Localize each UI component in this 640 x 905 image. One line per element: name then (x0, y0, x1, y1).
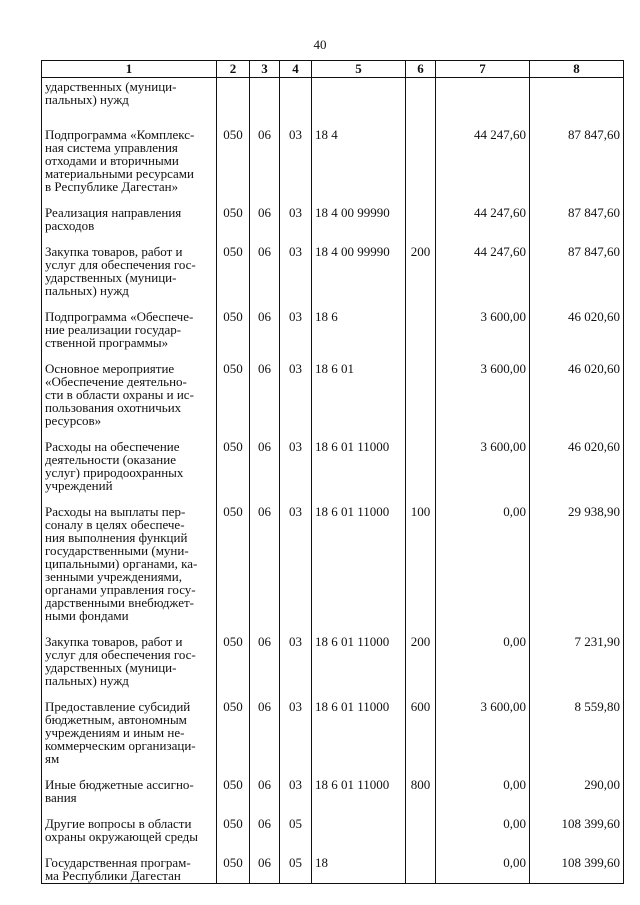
item-name-line: сти в области охраны и ис- (45, 387, 194, 402)
section-code-cell: 06 (250, 206, 280, 245)
item-name-line: дарственными внебюджет- (45, 595, 194, 610)
item-name-line: ственной программы» (45, 335, 169, 350)
subsection-code-cell: 03 (280, 206, 312, 245)
department-code-cell: 050 (217, 778, 250, 817)
table-row (42, 635, 624, 700)
item-name-line: охраны окружающей среды (45, 829, 199, 844)
item-name-cell (42, 817, 217, 856)
item-name-cell (42, 856, 217, 884)
item-name-line: пальных) нужд (45, 673, 129, 688)
expense-type-cell: 800 (406, 778, 436, 817)
item-name-line: отходами и вторичными (45, 153, 179, 168)
expense-type-cell: 200 (406, 245, 436, 310)
table-row (42, 856, 624, 884)
amount-2-cell: 108 399,60 (530, 817, 624, 856)
department-code-cell: 050 (217, 700, 250, 778)
expense-type-cell (406, 856, 436, 884)
column-header-amount-1: 7 (436, 61, 530, 78)
amount-1-cell: 3 600,00 (436, 362, 530, 440)
expense-type-cell: 100 (406, 505, 436, 635)
amount-1-cell: 3 600,00 (436, 700, 530, 778)
amount-2-cell (530, 78, 624, 129)
item-name-line: государственными (муни- (45, 543, 189, 558)
item-name-line: в Республике Дагестан» (45, 179, 179, 194)
table-body (42, 78, 624, 884)
amount-2-cell: 87 847,60 (530, 128, 624, 206)
item-name-line: ударственных (муници- (45, 270, 177, 285)
target-article-cell (312, 78, 406, 129)
target-article-cell: 18 (312, 856, 406, 884)
item-name-line: Иные бюджетные ассигно- (45, 777, 194, 792)
target-article-cell: 18 6 01 11000 (312, 635, 406, 700)
budget-table (41, 60, 624, 884)
column-header-expense-type: 6 (406, 61, 436, 78)
target-article-cell: 18 4 00 99990 (312, 245, 406, 310)
amount-1-cell: 0,00 (436, 856, 530, 884)
expense-type-cell (406, 362, 436, 440)
expense-type-cell: 200 (406, 635, 436, 700)
section-code-cell: 06 (250, 700, 280, 778)
section-code-cell: 06 (250, 245, 280, 310)
target-article-cell: 18 6 01 11000 (312, 778, 406, 817)
column-header-target-article: 5 (312, 61, 406, 78)
subsection-code-cell: 03 (280, 505, 312, 635)
department-code-cell: 050 (217, 128, 250, 206)
amount-1-cell: 44 247,60 (436, 128, 530, 206)
department-code-cell (217, 78, 250, 129)
column-header-subsection: 4 (280, 61, 312, 78)
item-name-cell (42, 505, 217, 635)
item-name-line: Подпрограмма «Обеспече- (45, 309, 194, 324)
expense-type-cell (406, 78, 436, 129)
item-name-line: ная система управления (45, 140, 178, 155)
department-code-cell: 050 (217, 440, 250, 505)
department-code-cell: 050 (217, 206, 250, 245)
amount-1-cell: 0,00 (436, 778, 530, 817)
item-name-line: услуг для обеспечения гос- (45, 647, 196, 662)
table-row (42, 778, 624, 817)
item-name-line: ния выполнения функций (45, 530, 188, 545)
item-name-line: ресурсов» (45, 413, 102, 428)
subsection-code-cell: 03 (280, 778, 312, 817)
subsection-code-cell: 03 (280, 362, 312, 440)
section-code-cell (250, 78, 280, 129)
item-name-cell (42, 78, 217, 129)
item-name-line: Другие вопросы в области (45, 816, 192, 831)
department-code-cell: 050 (217, 245, 250, 310)
target-article-cell (312, 817, 406, 856)
column-header-department: 2 (217, 61, 250, 78)
item-name-cell (42, 700, 217, 778)
item-name-cell (42, 206, 217, 245)
target-article-cell: 18 6 01 11000 (312, 700, 406, 778)
amount-1-cell: 3 600,00 (436, 440, 530, 505)
amount-2-cell: 87 847,60 (530, 206, 624, 245)
item-name-line: пользования охотничьих (45, 400, 182, 415)
section-code-cell: 06 (250, 778, 280, 817)
amount-2-cell: 87 847,60 (530, 245, 624, 310)
amount-2-cell: 108 399,60 (530, 856, 624, 884)
item-name-cell (42, 440, 217, 505)
amount-2-cell: 290,00 (530, 778, 624, 817)
item-name-line: пальных) нужд (45, 92, 129, 107)
department-code-cell: 050 (217, 817, 250, 856)
table-row (42, 817, 624, 856)
item-name-line: ударственных (муници- (45, 660, 177, 675)
item-name-line: Закупка товаров, работ и (45, 634, 183, 649)
item-name-line: Подпрограмма «Комплекс- (45, 127, 195, 142)
section-code-cell: 06 (250, 128, 280, 206)
department-code-cell: 050 (217, 856, 250, 884)
subsection-code-cell: 03 (280, 700, 312, 778)
column-header-name: 1 (42, 61, 217, 78)
item-name-line: услуг для обеспечения гос- (45, 257, 196, 272)
subsection-code-cell (280, 78, 312, 129)
item-name-cell (42, 245, 217, 310)
section-code-cell: 06 (250, 505, 280, 635)
section-code-cell: 06 (250, 856, 280, 884)
amount-1-cell: 44 247,60 (436, 245, 530, 310)
department-code-cell: 050 (217, 635, 250, 700)
item-name-line: расходов (45, 218, 95, 233)
page-number: 40 (313, 37, 327, 52)
amount-1-cell: 0,00 (436, 817, 530, 856)
item-name-line: ударственных (муници- (45, 79, 177, 94)
table-row (42, 440, 624, 505)
item-name-line: Расходы на выплаты пер- (45, 504, 186, 519)
amount-1-cell: 44 247,60 (436, 206, 530, 245)
item-name-line: ными фондами (45, 608, 129, 623)
item-name-line: органами управления госу- (45, 582, 196, 597)
expense-type-cell (406, 817, 436, 856)
item-name-line: вания (45, 790, 77, 805)
table-row (42, 310, 624, 362)
item-name-line: бюджетным, автономным (45, 712, 187, 727)
item-name-cell (42, 778, 217, 817)
amount-2-cell: 7 231,90 (530, 635, 624, 700)
column-header-section: 3 (250, 61, 280, 78)
item-name-line: зенными учреждениями, (45, 569, 182, 584)
target-article-cell: 18 4 00 99990 (312, 206, 406, 245)
item-name-line: пальных) нужд (45, 283, 129, 298)
section-code-cell: 06 (250, 362, 280, 440)
subsection-code-cell: 03 (280, 440, 312, 505)
item-name-line: услуг) природоохранных (45, 465, 184, 480)
department-code-cell: 050 (217, 505, 250, 635)
target-article-cell: 18 6 (312, 310, 406, 362)
table-row (42, 505, 624, 635)
item-name-line: ние реализации государ- (45, 322, 182, 337)
target-article-cell: 18 4 (312, 128, 406, 206)
table-row (42, 245, 624, 310)
item-name-line: ям (45, 751, 60, 766)
department-code-cell: 050 (217, 362, 250, 440)
item-name-line: ма Республики Дагестан (45, 868, 181, 883)
expense-type-cell (406, 440, 436, 505)
expense-type-cell: 600 (406, 700, 436, 778)
department-code-cell: 050 (217, 310, 250, 362)
amount-1-cell: 0,00 (436, 505, 530, 635)
item-name-cell (42, 362, 217, 440)
table-row (42, 78, 624, 129)
item-name-line: деятельности (оказание (45, 452, 176, 467)
section-code-cell: 06 (250, 310, 280, 362)
subsection-code-cell: 03 (280, 245, 312, 310)
item-name-line: материальными ресурсами (45, 166, 194, 181)
table-header-row (42, 61, 624, 78)
item-name-line: ципальными) органами, ка- (45, 556, 198, 571)
subsection-code-cell: 03 (280, 310, 312, 362)
amount-2-cell: 46 020,60 (530, 440, 624, 505)
table-row (42, 700, 624, 778)
amount-2-cell: 29 938,90 (530, 505, 624, 635)
amount-1-cell: 0,00 (436, 635, 530, 700)
amount-1-cell (436, 78, 530, 129)
item-name-cell (42, 128, 217, 206)
table-row (42, 128, 624, 206)
item-name-cell (42, 310, 217, 362)
table-row (42, 362, 624, 440)
subsection-code-cell: 05 (280, 856, 312, 884)
expense-type-cell (406, 310, 436, 362)
item-name-line: Основное мероприятие (45, 361, 175, 376)
item-name-line: соналу в целях обеспече- (45, 517, 185, 532)
item-name-line: учреждениям и иным не- (45, 725, 185, 740)
target-article-cell: 18 6 01 11000 (312, 505, 406, 635)
expense-type-cell (406, 128, 436, 206)
item-name-line: Государственная програм- (45, 855, 191, 870)
amount-2-cell: 8 559,80 (530, 700, 624, 778)
section-code-cell: 06 (250, 440, 280, 505)
subsection-code-cell: 03 (280, 128, 312, 206)
target-article-cell: 18 6 01 (312, 362, 406, 440)
item-name-line: «Обеспечение деятельно- (45, 374, 187, 389)
item-name-line: Закупка товаров, работ и (45, 244, 183, 259)
item-name-line: Реализация направления (45, 205, 182, 220)
expense-type-cell (406, 206, 436, 245)
item-name-line: Расходы на обеспечение (45, 439, 180, 454)
amount-2-cell: 46 020,60 (530, 310, 624, 362)
section-code-cell: 06 (250, 635, 280, 700)
item-name-cell (42, 635, 217, 700)
subsection-code-cell: 05 (280, 817, 312, 856)
amount-1-cell: 3 600,00 (436, 310, 530, 362)
table-row (42, 206, 624, 245)
column-header-amount-2: 8 (530, 61, 624, 78)
amount-2-cell: 46 020,60 (530, 362, 624, 440)
target-article-cell: 18 6 01 11000 (312, 440, 406, 505)
subsection-code-cell: 03 (280, 635, 312, 700)
item-name-line: коммерческим организаци- (45, 738, 196, 753)
item-name-line: учреждений (45, 478, 113, 493)
section-code-cell: 06 (250, 817, 280, 856)
item-name-line: Предоставление субсидий (45, 699, 191, 714)
